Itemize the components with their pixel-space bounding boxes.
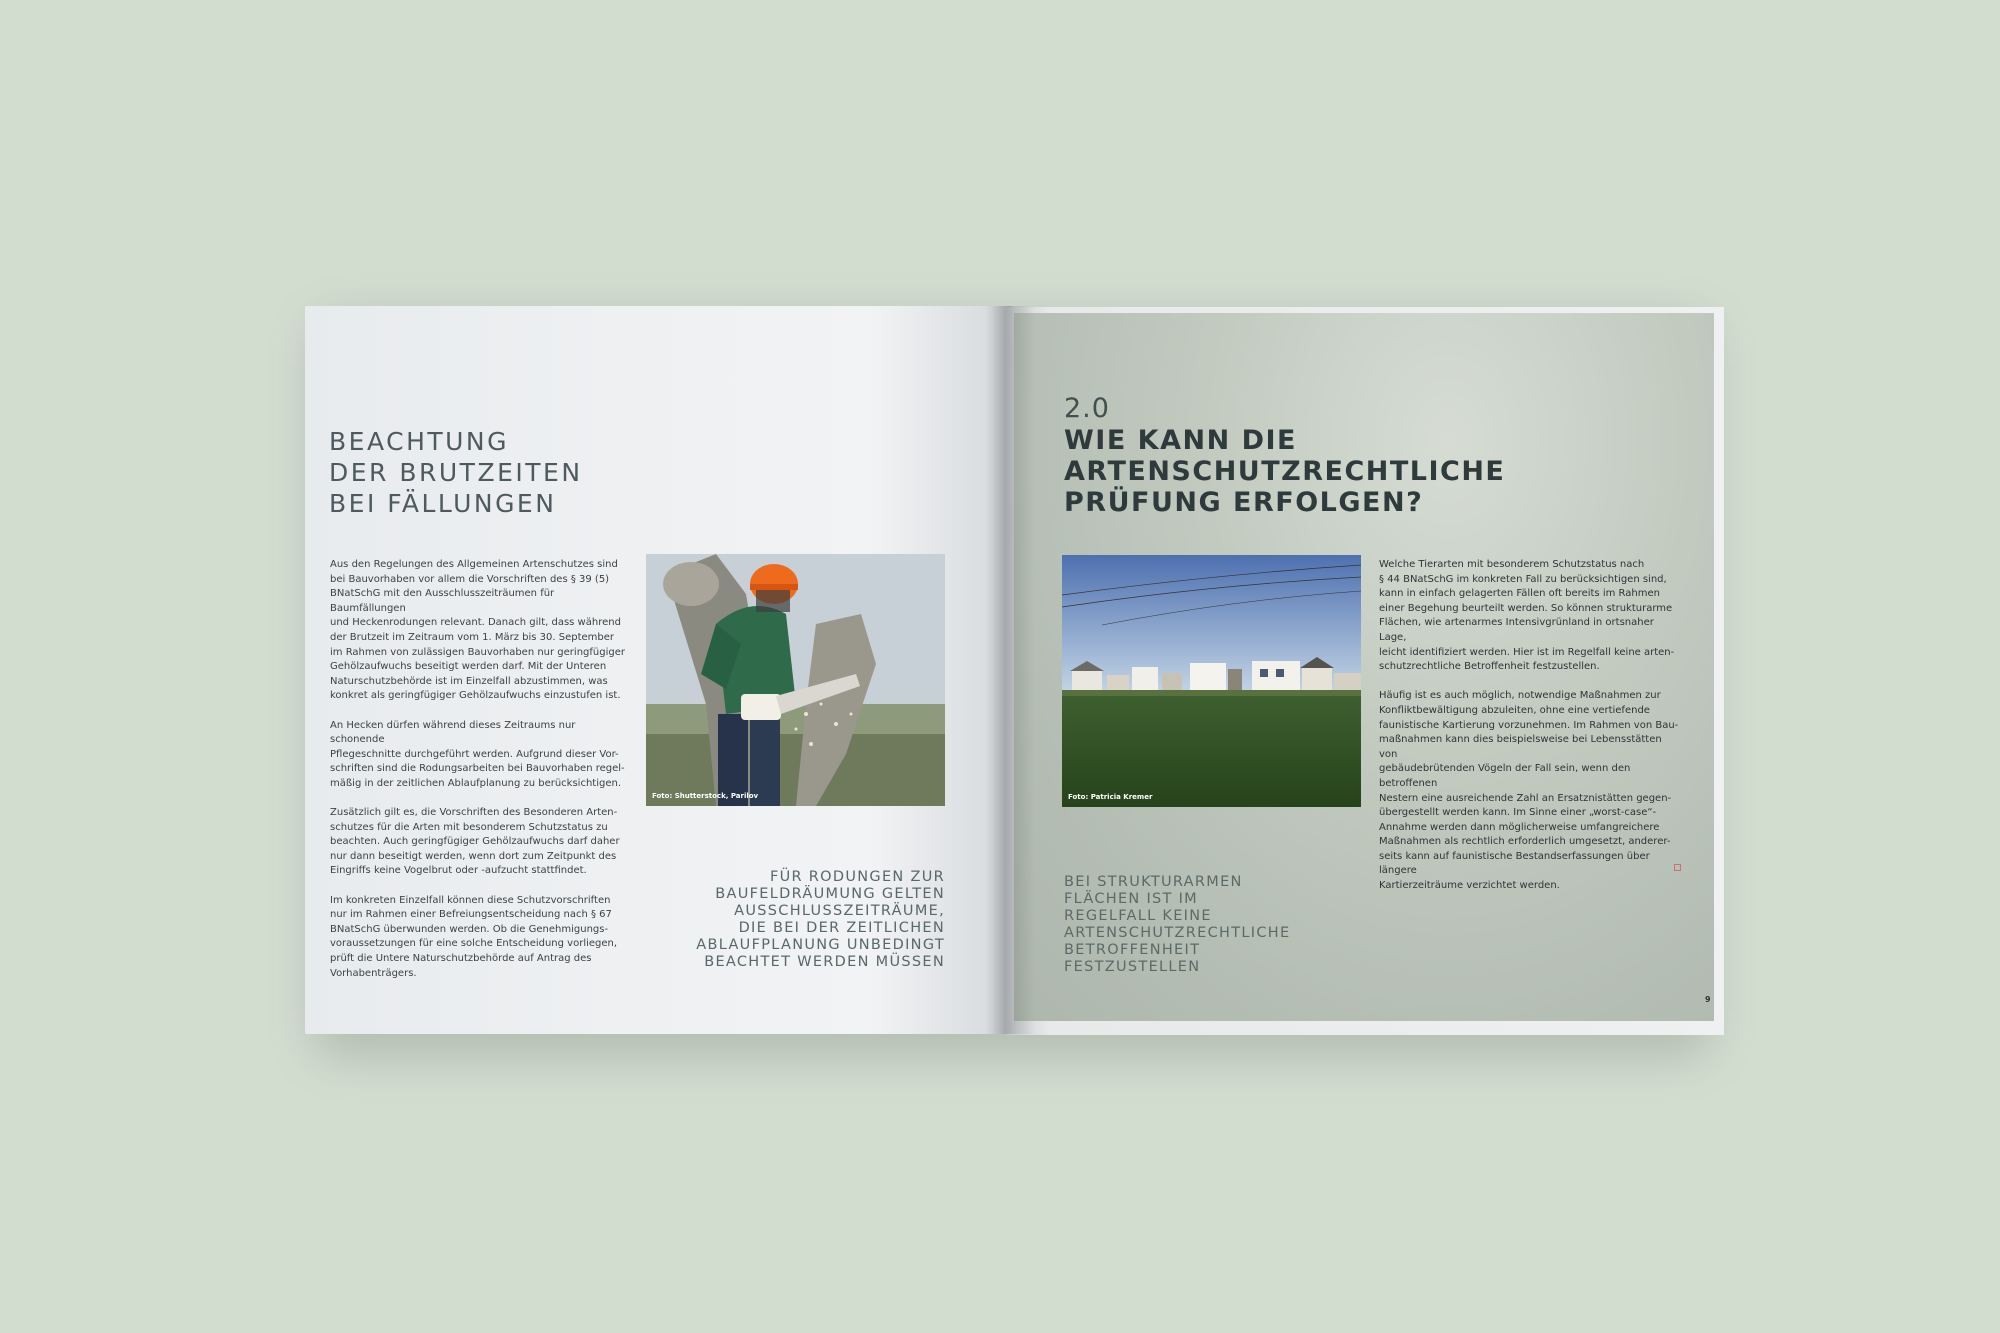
left-page-body-text: Aus den Regelungen des Allgemeinen Artenschutzes sind bei Bauvorhaben vor allem die Vorschriften des § 39 (5) BNatSchG mit den Ausschlusszeiträumen für Baumfällungen und Heckenrodungen relevant. Danach gilt, dass während der Brutzeit im Zeitraum vom 1. März bis 30. September im Rahmen von zulässigen Bauvorhaben nur geringfügiger Gehölzaufwuchs beseitigt werden darf. Mit der Unteren Naturschutzbehörde ist im Einzelfall abzustimmen, was konkret als geringfügiger Gehölzaufwuchs einzustufen ist. An Hecken dürfen während dieses Zeitraums nur schonende Pflegeschnitte durchgeführt werden. Aufgrund dieser Vor- schriften sind die Rodungsarbeiten bei Bauvorhaben regel- mäßig in der zeitlichen Ablaufplanung zu berücksichtigen. Zusätzlich gilt es, die Vorschriften des Besonderen Arten- schutzes für die Arten mit besonderem Schutzstatus zu beachten. Auch geringfügiger Gehölzaufwuchs darf daher nur dann beseitigt werden, wenn dort zum Zeitpunkt des Eingriffs keine Vogelbrut oder -aufzucht stattfindet. Im konkreten Einzelfall können diese Schutzvorschriften nur im Rahmen einer Befreiungsentscheidung nach § 67 BNatSchG überwunden werden. Ob die Genehmigungs- voraussetzungen für eine solche Entscheidung vorliegen, prüft die Untere Naturschutzbehörde auf Antrag des Vorhabenträgers.	[330, 559, 625, 979]
right-photo-credit: Foto: Patricia Kremer	[1068, 793, 1153, 801]
left-page	[305, 306, 1012, 1034]
right-page-heading: WIE KANN DIE ARTENSCHUTZRECHTLICHE PRÜFUNG ERFOLGEN?	[1064, 425, 1506, 518]
field-houses-illustration	[1062, 555, 1361, 807]
left-photo-credit: Foto: Shutterstock, Parilov	[652, 792, 759, 800]
right-page	[1014, 313, 1714, 1021]
section-number: 2.0	[1064, 393, 1110, 424]
right-pull-quote: BEI STRUKTURARMEN FLÄCHEN IST IM REGELFALL KEINE ARTENSCHUTZRECHTLICHE BETROFFENHEIT FESTZUSTELLEN	[1064, 874, 1291, 975]
right-page-body-text: Welche Tierarten mit besonderem Schutzstatus nach § 44 BNatSchG im konkreten Fall zu berücksichtigen sind, kann in einfach gelagerten Fällen oft bereits im Rahmen einer Begehung beurteilt werden. So können strukturarme Flächen, wie artenarmes Intensivgrünland in ortsnaher Lage, leicht identifiziert werden. Hier ist im Regelfall keine arten- schutzrechtliche Betroffenheit festzustellen. Häufig ist es auch möglich, notwendige Maßnahmen zur Konfliktbewältigung abzuleiten, ohne eine vertiefende faunistische Kartierung vorzunehmen. Im Rahmen von Bau- maßnahmen kann dies beispielsweise bei Lebensstätten von gebäudebrütenden Vögeln der Fall sein, wenn den betroffenen Nestern eine ausreichende Zahl an Ersatznistätten gegen- übergestellt werden kann. Im Sinne einer „worst-case“- Annahme werden dann möglicherweise umfangreichere Maßnahmen als rechtlich erforderlich umgesetzt, anderer- seits kann auf faunistische Bestandserfassungen über längere Kartierzeiträume verzichtet werden.	[1379, 559, 1679, 892]
arborist-chainsaw-photo	[646, 554, 945, 806]
end-of-article-mark-icon	[1674, 864, 1681, 871]
field-with-houses-photo	[1062, 555, 1361, 807]
page-number: 9	[1705, 995, 1711, 1004]
arborist-chainsaw-illustration	[646, 554, 945, 806]
left-page-heading: BEACHTUNG DER BRUTZEITEN BEI FÄLLUNGEN	[329, 427, 583, 518]
left-pull-quote: FÜR RODUNGEN ZUR BAUFELDRÄUMUNG GELTEN AUSSCHLUSSZEITRÄUME, DIE BEI DER ZEITLICHEN ABLAUFPLANUNG UNBEDINGT BEACHTET WERDEN MÜSSEN	[696, 869, 945, 970]
